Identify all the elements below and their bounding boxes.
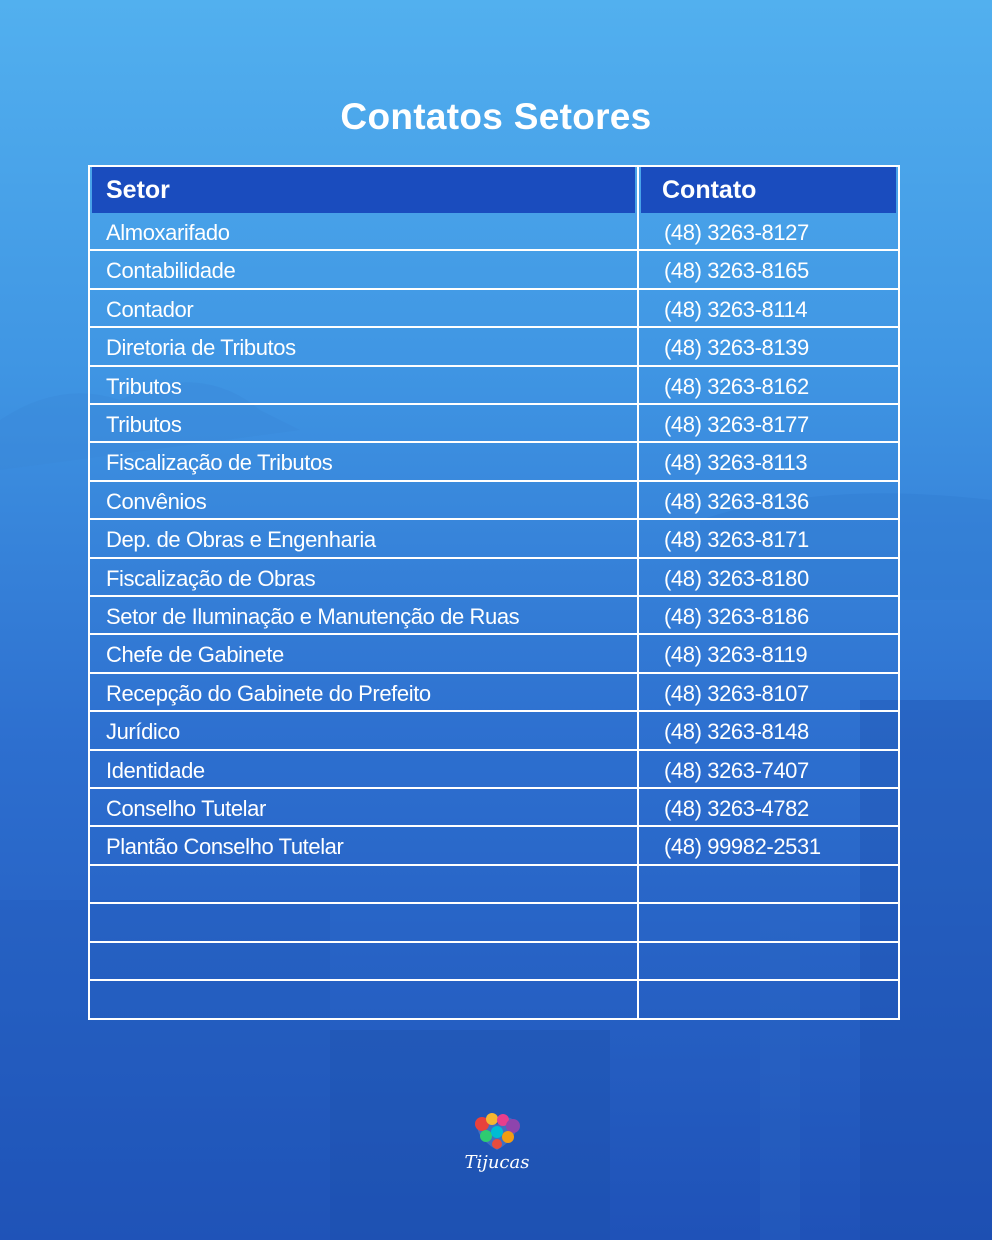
table-row	[90, 520, 898, 558]
contato-cell: (48) 3263-8107	[664, 680, 809, 706]
table-row	[90, 367, 898, 405]
contato-cell: (48) 3263-8177	[664, 412, 809, 437]
column-divider	[637, 167, 639, 1018]
logo-text: Tijucas	[464, 1152, 530, 1173]
setor-cell: Diretoria de Tributos	[106, 335, 296, 361]
contato-cell: (48) 3263-8136	[664, 488, 809, 514]
table-row	[90, 251, 898, 289]
table-row	[90, 597, 898, 635]
setor-cell: Fiscalização de Obras	[106, 565, 316, 591]
header-contato: Contato	[641, 167, 896, 213]
header-setor: Setor	[92, 167, 635, 213]
table-row	[90, 635, 898, 673]
table-row	[90, 482, 898, 520]
setor-cell: Identidade	[106, 757, 205, 783]
setor-cell: Setor de Iluminação e Manutenção de Ruas	[106, 604, 520, 629]
table-row	[90, 751, 898, 789]
contacts-table	[88, 165, 900, 1020]
contato-cell: (48) 3263-8127	[664, 220, 809, 245]
contato-cell: (48) 3263-8119	[664, 642, 808, 668]
setor-cell: Conselho Tutelar	[106, 796, 266, 821]
setor-cell: Fiscalização de Tributos	[106, 450, 333, 476]
contato-cell: (48) 3263-8186	[664, 604, 809, 629]
setor-cell: Plantão Conselho Tutelar	[106, 834, 344, 860]
contato-cell: (48) 99982-2531	[664, 834, 821, 860]
table-row	[90, 827, 898, 865]
table-row	[90, 559, 898, 597]
table-header	[90, 167, 898, 213]
setor-cell: Convênios	[106, 488, 207, 514]
setor-cell: Jurídico	[106, 719, 180, 745]
table-row	[90, 866, 898, 904]
table-row	[90, 712, 898, 750]
setor-cell: Tributos	[106, 412, 182, 437]
contato-cell: (48) 3263-8114	[664, 296, 808, 322]
contato-cell: (48) 3263-8180	[664, 565, 809, 591]
contato-cell: (48) 3263-8139	[664, 335, 809, 361]
table-row	[90, 674, 898, 712]
setor-cell: Dep. de Obras e Engenharia	[106, 527, 376, 553]
contato-cell: (48) 3263-8113	[664, 450, 808, 476]
table-row	[90, 904, 898, 942]
table-row	[90, 290, 898, 328]
heart-logo-icon	[466, 1110, 528, 1185]
setor-cell: Chefe de Gabinete	[106, 642, 284, 668]
setor-cell: Tributos	[106, 373, 182, 399]
table-row	[90, 789, 898, 827]
contato-cell: (48) 3263-8148	[664, 719, 809, 745]
contato-cell: (48) 3263-8165	[664, 258, 809, 284]
table-row	[90, 981, 898, 1019]
contato-cell: (48) 3263-7407	[664, 757, 809, 783]
table-row	[90, 328, 898, 366]
contato-cell: (48) 3263-8162	[664, 373, 809, 399]
setor-cell: Almoxarifado	[106, 220, 230, 245]
table-row	[90, 943, 898, 981]
setor-cell: Contador	[106, 296, 194, 322]
setor-cell: Recepção do Gabinete do Prefeito	[106, 680, 431, 706]
table-row	[90, 405, 898, 443]
setor-cell: Contabilidade	[106, 258, 236, 284]
table-row	[90, 443, 898, 481]
contato-cell: (48) 3263-8171	[664, 527, 809, 553]
contato-cell: (48) 3263-4782	[664, 796, 809, 821]
page-title: Contatos Setores	[340, 96, 652, 137]
table-row	[90, 213, 898, 251]
